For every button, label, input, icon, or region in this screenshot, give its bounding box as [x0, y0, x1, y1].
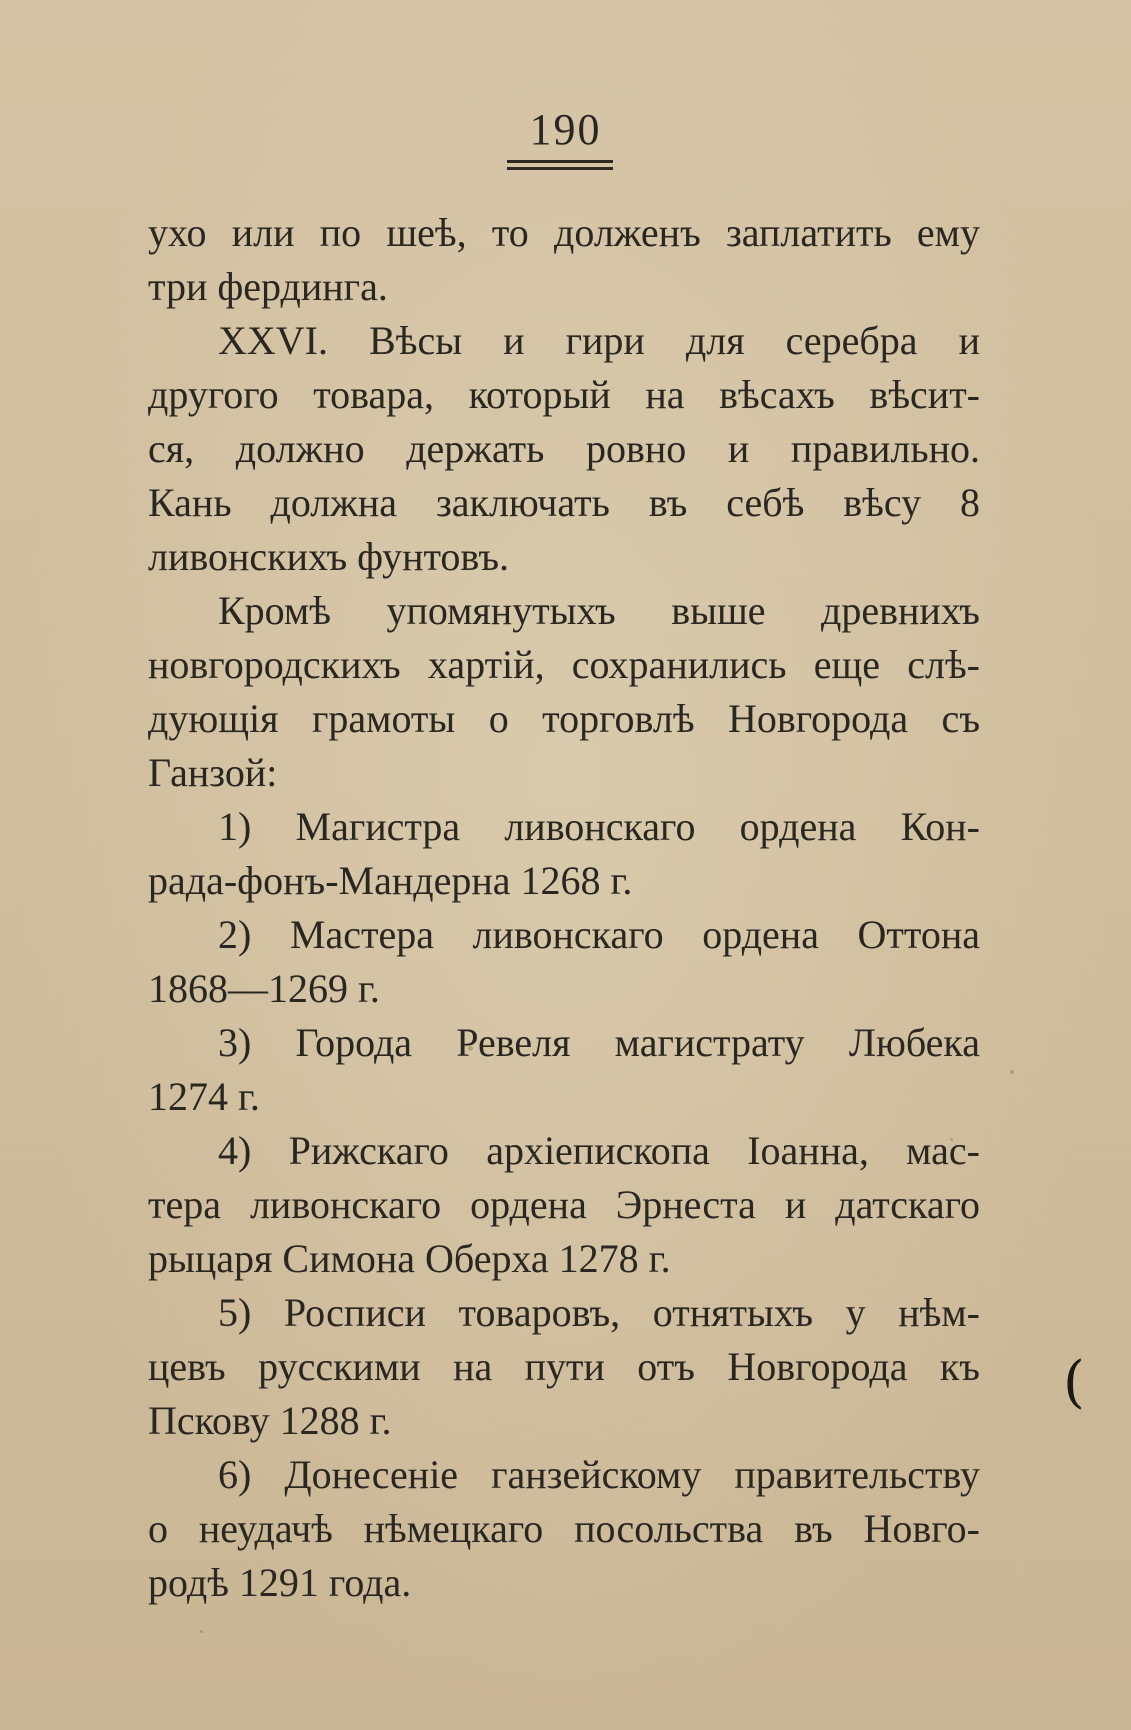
text-line: 1274 г. [148, 1074, 260, 1119]
text-line: ухо или по шеѣ, то долженъ заплатить ему [148, 210, 980, 255]
text-line: ся, должно держать ровно и правильно. [148, 426, 980, 471]
text-line: другого товара, который на вѣсахъ вѣсит- [148, 372, 980, 417]
text-line: 1868—1269 г. [148, 966, 380, 1011]
text-line: ливонскихъ фунтовъ. [148, 534, 509, 579]
text-line: три фердинга. [148, 264, 388, 309]
paper-spot [200, 1630, 203, 1633]
body-text [148, 206, 980, 1610]
text-line: новгородскихъ хартій, сохранились еще слѣ- [148, 642, 980, 687]
text-line: Ганзой: [148, 750, 278, 795]
paper-spot [1010, 1070, 1014, 1074]
list-item-5: 5) Росписи товаровъ, отнятыхъ у нѣм- [218, 1290, 980, 1335]
text-line: родѣ 1291 года. [148, 1560, 412, 1605]
list-item-4: 4) Рижскаго архіепископа Іоанна, мас- [218, 1128, 980, 1173]
page-number: 190 [529, 105, 602, 154]
paragraph-start: Кромѣ упомянутыхъ выше древнихъ [218, 588, 980, 633]
list-item-6: 6) Донесеніе ганзейскому правительству [218, 1452, 980, 1497]
list-item-3: 3) Города Ревеля магистрату Любека [218, 1020, 980, 1065]
page-number-rule [507, 160, 613, 163]
text-line: о неудачѣ нѣмецкаго посольства въ Новго- [148, 1506, 980, 1551]
list-item-1: 1) Магистра ливонскаго ордена Кон- [218, 804, 980, 849]
text-line: Кань должна заключать въ себѣ вѣсу 8 [148, 480, 980, 525]
list-item-2: 2) Мастера ливонскаго ордена Оттона [218, 912, 980, 957]
margin-mark: ( [1063, 1350, 1085, 1415]
text-line: цевъ русскими на пути отъ Новгорода къ [148, 1344, 980, 1389]
paragraph-xxvi-start: XXVI. Вѣсы и гири для серебра и [218, 318, 980, 363]
text-line: рада-фонъ-Мандерна 1268 г. [148, 858, 633, 903]
text-line: дующія грамоты о торговлѣ Новгорода съ [148, 696, 980, 741]
text-line: Пскову 1288 г. [148, 1398, 392, 1443]
text-line: рыцаря Симона Оберха 1278 г. [148, 1236, 671, 1281]
text-line: тера ливонскаго ордена Эрнеста и датскаго [148, 1182, 980, 1227]
page-number-rule [507, 167, 613, 170]
